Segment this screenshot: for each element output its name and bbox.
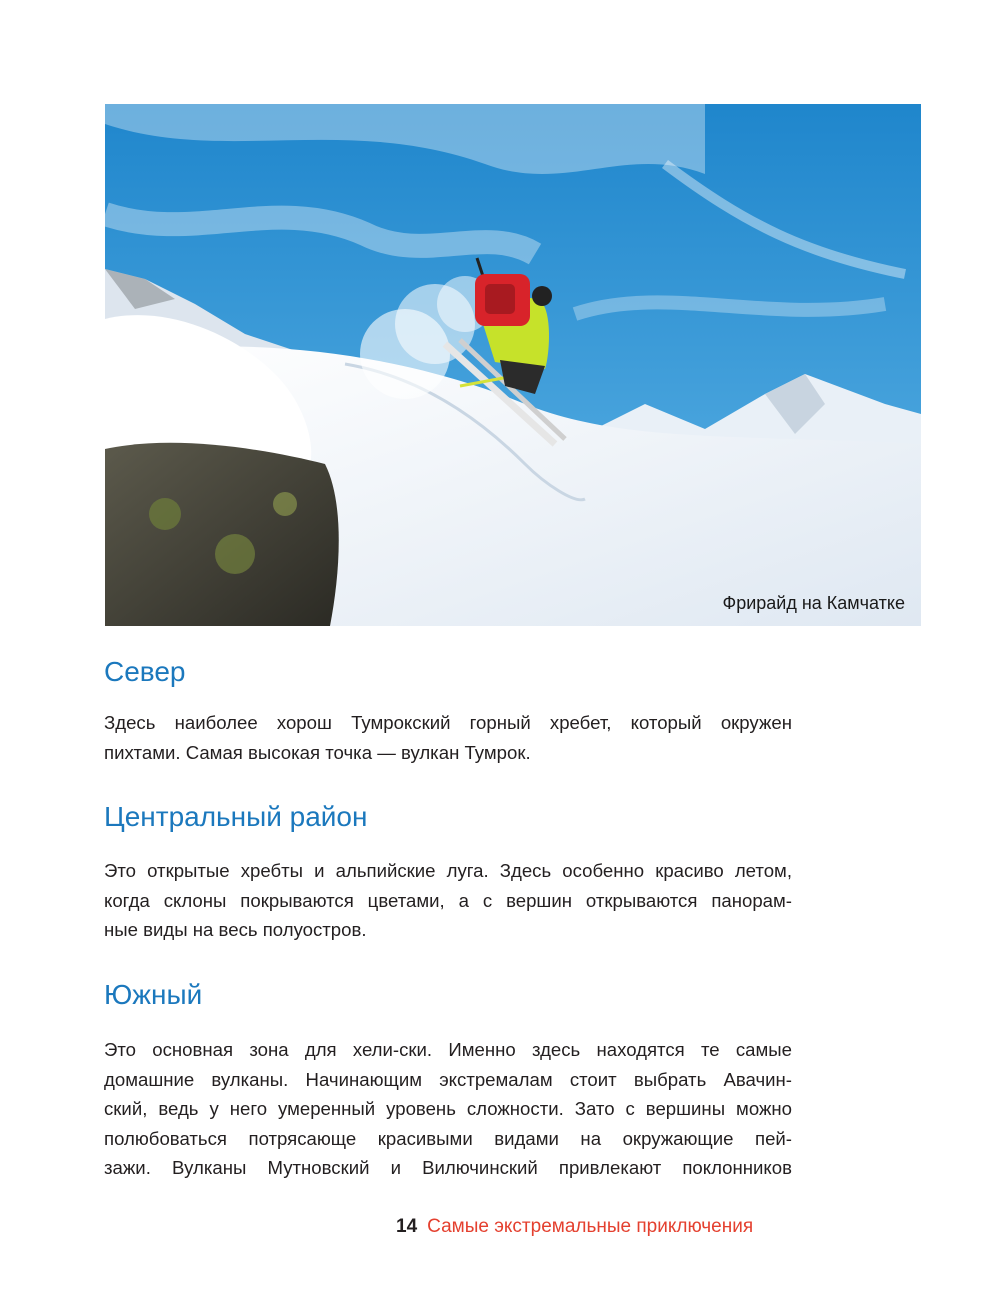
section-title-south: Южный [104,979,203,1010]
text-line: ский, ведь у него умеренный уровень сложности. Зато с вершины можно [104,1098,792,1120]
text-line: пихтами. Самая высокая точка — вулкан Тумрок. [104,741,531,763]
photo-caption: Фрирайд на Камчатке [722,593,905,613]
text-line: Это основная зона для хели-ски. Именно здесь находятся те самые [104,1039,792,1060]
text-line: Здесь наиболее хорош Тумрокский горный хребет, который окружен [104,712,792,733]
text-line: ные виды на весь полуостров. [104,919,367,941]
section-text-south [104,1035,792,1183]
page-number: 14 [396,1216,418,1237]
book-title: Самые экстремальные приключения [427,1216,754,1237]
text-line: когда склоны покрываются цветами, а с вершин открываются панорам- [104,889,792,911]
skier-illustration [105,104,921,626]
text-line: полюбоваться потрясающе красивыми видами на окружающие пей- [104,1127,792,1149]
section-text-north [104,708,792,767]
section-title-north: Север [104,656,186,687]
section-text-central [104,856,792,945]
section-title-central: Центральный район [104,801,368,832]
text-line: зажи. Вулканы Мутновский и Вилючинский привлекают поклонников [104,1157,792,1179]
text-line: Это открытые хребты и альпийские луга. Здесь особенно красиво летом, [104,860,792,881]
text-line: домашние вулканы. Начинающим экстремалам стоит выбрать Авачин- [104,1068,792,1090]
page-footer [396,1216,753,1238]
freeride-photo [105,104,921,626]
